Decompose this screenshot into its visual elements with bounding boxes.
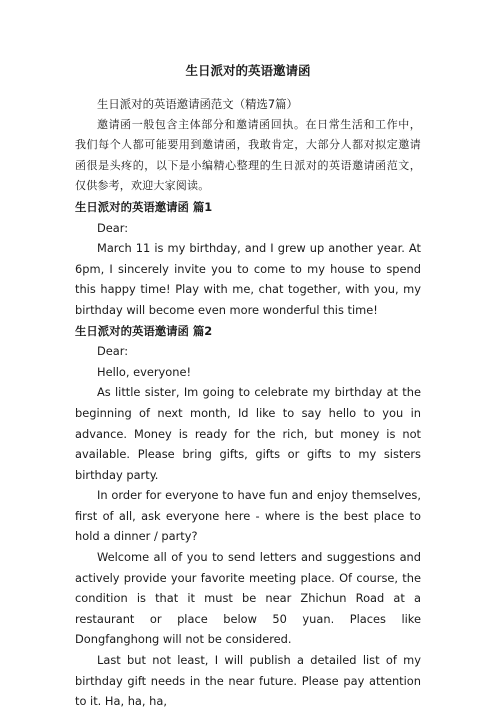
section-heading-2: 生日派对的英语邀请函 篇2 (75, 323, 213, 338)
intro-paragraph: 邀请函一般包含主体部分和邀请函回执。在日常生活和工作中，我们每个人都可能要用到邀请函，我敢肯定，大部分人都对拟定邀请函很是头疼的，以下是小编精心整理的生日派对的英语邀请函范文，仅供参考，欢迎大家阅读。 (75, 117, 421, 193)
section-heading-1: 生日派对的英语邀请函 篇1 (75, 199, 213, 214)
body-paragraph: Last but not least, I will publish a detailed list of my birthday gift needs in the near future. Please pay attention to it. Ha, ha, ha, (75, 653, 421, 709)
body-paragraph: As little sister, Im going to celebrate my birthday at the beginning of next month, Id like to say hello to you in advance. Money is ready for the rich, but money is not available. Please bring gifts, gifts or gifts to my sisters birthday party. (75, 385, 421, 482)
document-subtitle: 生日派对的英语邀请函范文（精选7篇） (97, 97, 298, 111)
body-paragraph: In order for everyone to have fun and enjoy themselves, first of all, ask everyone here - where is the best place to hold a dinner / party? (75, 488, 421, 544)
salutation: Dear: (97, 220, 129, 235)
salutation: Dear: (97, 344, 129, 359)
body-paragraph: March 11 is my birthday, and I grew up another year. At 6pm, I sincerely invite you to come to my house to spend this happy time! Play with me, chat together, with you, my birthday will become even more wonderful this time! (75, 241, 421, 317)
body-paragraph: Welcome all of you to send letters and suggestions and actively provide your favorite meeting place. Of course, the condition is that it must be near Zhichun Road at a restaurant or place below 50 yuan. Places like Dongfanghong will not be considered. (75, 550, 421, 647)
document-title: 生日派对的英语邀请函 (185, 63, 311, 78)
greeting: Hello, everyone! (97, 364, 192, 379)
